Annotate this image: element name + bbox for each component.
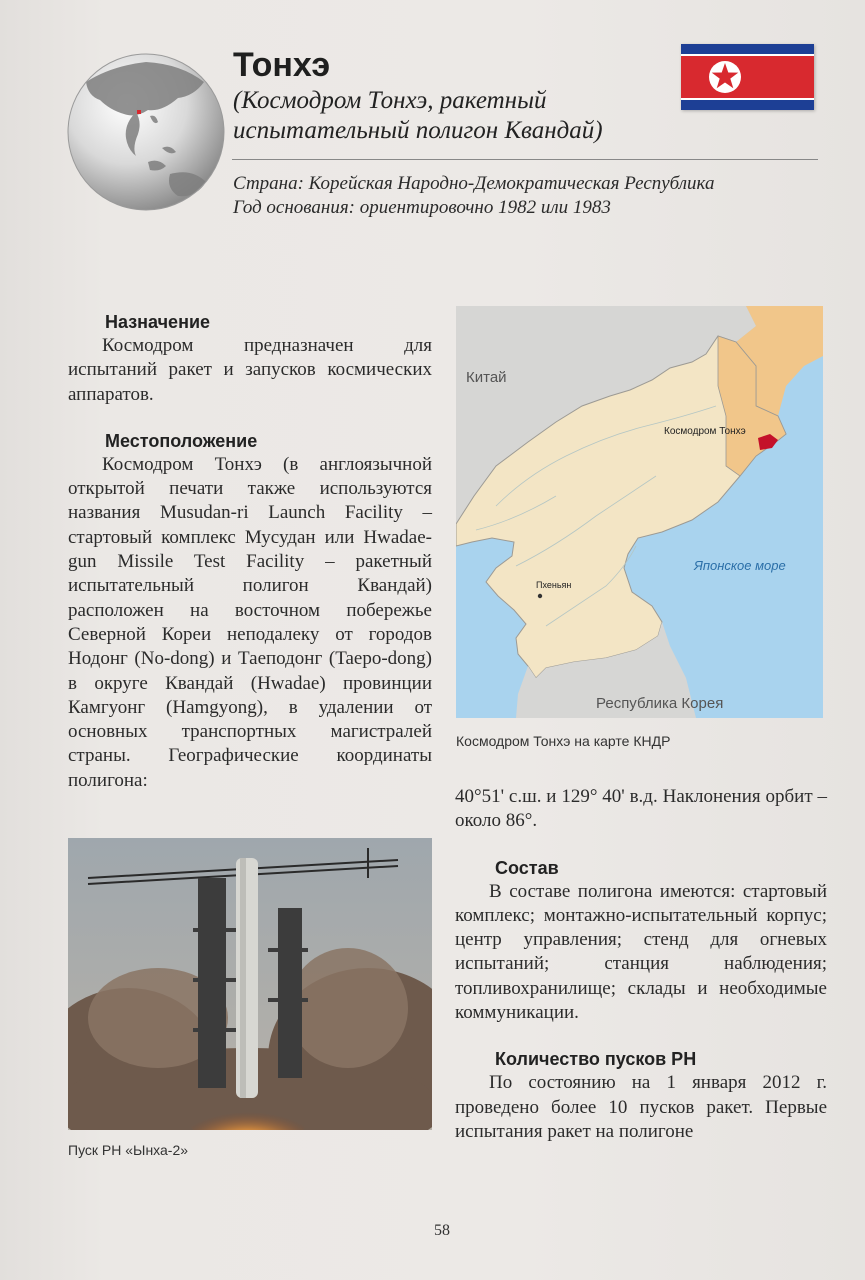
page-subtitle: (Космодром Тонхэ, ракетный испытательный полигон Квандай) [233, 87, 603, 144]
globe-icon [66, 52, 226, 212]
map-label-sea: Японское море [694, 558, 786, 573]
country-line: Страна: Корейская Народно-Демократическая Республика [233, 173, 715, 194]
north-korea-flag-icon [681, 44, 814, 110]
map-caption: Космодром Тонхэ на карте КНДР [456, 733, 671, 749]
purpose-heading: Назначение [105, 312, 211, 332]
meta-info [233, 172, 823, 220]
photo-caption: Пуск РН «Ынха-2» [68, 1142, 189, 1158]
left-column [68, 310, 432, 793]
location-text: Космодром Тонхэ (в англоязычной открытой печати также используются названия Musudan-ri Launch Facility – стартовый комплекс Мусудан или Hwadae-gun Missile Test Facility – ракетный испытательный полигон Квандай) расположен на восточном побережье Северной Кореи неподалеку от городов Нодонг (No-dong) и Таеподонг (Taepo-dong) в округе Квандай (Hwadae) провинции Камгуонг (Hamgyong), в удалении от основных транспортных магистралей страны. Географические координаты полигона: [68, 453, 432, 791]
purpose-text: Космодром предназначен для испытаний ракет и запусков космических аппаратов. [68, 335, 432, 405]
map-label-cosmodrome: Космодром Тонхэ [664, 426, 746, 437]
location-continuation: 40°51' с.ш. и 129° 40' в.д. Наклонения орбит – около 86°. [455, 786, 827, 832]
dprk-map [456, 306, 823, 718]
composition-heading: Состав [495, 857, 559, 878]
page-number: 58 [434, 1222, 450, 1239]
location-heading: Местоположение [105, 430, 258, 451]
header-divider [232, 159, 818, 160]
map-label-china: Китай [466, 369, 507, 386]
map-label-south-korea: Республика Корея [596, 695, 724, 712]
map-label-capital: Пхеньян [536, 580, 572, 590]
launches-heading: Количество пусков РН [495, 1049, 697, 1070]
launches-text: По состоянию на 1 января 2012 г. проведено более 10 пусков ракет. Первые испытания ракет на полигоне [455, 1072, 827, 1142]
composition-text: В составе полигона имеются: стартовый комплекс; монтажно-испытательный корпус; центр управления; стенд для огневых испытаний; станция наблюдения; топливохранилище; склады и необходимые коммуникации. [455, 880, 827, 1024]
rocket-launch-photo [68, 838, 432, 1130]
page-title: Тонхэ [233, 46, 331, 84]
right-column [455, 785, 827, 1144]
founded-line: Год основания: ориентировочно 1982 или 1983 [233, 197, 611, 218]
